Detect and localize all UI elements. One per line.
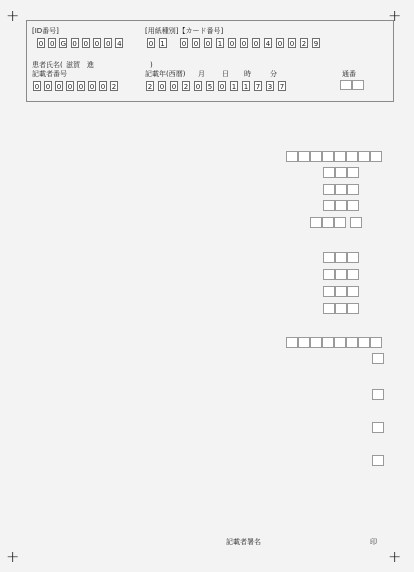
digit-cell[interactable]: 0 (159, 83, 165, 91)
registration-mark-top-right: + (388, 6, 402, 25)
date-entry-box[interactable] (298, 337, 310, 348)
day-label: 日 (222, 70, 229, 78)
digit-cell[interactable]: 4 (265, 40, 271, 48)
digit-cell[interactable]: 9 (313, 40, 319, 48)
digit-cell[interactable]: 0 (148, 40, 154, 48)
value-entry-box[interactable] (323, 269, 335, 280)
digit-cell[interactable]: 2 (147, 83, 153, 91)
value-entry-box[interactable] (323, 303, 335, 314)
digit-cell[interactable]: 0 (83, 40, 89, 48)
digit-cell[interactable]: 0 (219, 83, 225, 91)
digit-cell[interactable]: 1 (217, 40, 223, 48)
digit-cell[interactable]: 0 (241, 40, 247, 48)
registration-mark-bottom-right: + (388, 547, 402, 566)
value-entry-box[interactable] (347, 303, 359, 314)
value-entry-box[interactable] (335, 167, 347, 178)
digit-cell[interactable]: 3 (267, 83, 273, 91)
id-number-label: [ID番号] (32, 27, 59, 35)
option-checkbox[interactable] (372, 455, 384, 466)
digit-cell[interactable]: 1 (231, 83, 237, 91)
serial-label: 通番 (342, 70, 356, 78)
digit-cell[interactable]: 1 (243, 83, 249, 91)
registration-mark-top-left: + (6, 6, 20, 25)
month-label: 月 (198, 70, 205, 78)
recorder-number-label: 記載者番号 (32, 70, 67, 78)
digit-cell[interactable]: 0 (105, 40, 111, 48)
digit-cell[interactable]: 0 (171, 83, 177, 91)
serial-box-1[interactable] (340, 80, 352, 90)
digit-cell[interactable]: 7 (255, 83, 261, 91)
digit-cell[interactable]: 0 (72, 40, 77, 48)
date-entry-box[interactable] (322, 337, 334, 348)
registration-mark-bottom-left: + (6, 547, 20, 566)
value-entry-box[interactable] (347, 286, 359, 297)
digit-cell[interactable]: 0 (277, 40, 283, 48)
patient-name-close: ) (150, 61, 153, 69)
signature-label: 記載者署名 (226, 538, 261, 546)
digit-cell[interactable]: 0 (100, 83, 106, 91)
date-label: 記載年(西暦) (145, 70, 186, 78)
value-entry-box[interactable] (347, 184, 359, 195)
date-entry-box[interactable] (358, 337, 370, 348)
digit-cell[interactable]: 0 (34, 83, 40, 91)
digit-cell[interactable]: 0 (253, 40, 259, 48)
value-entry-box[interactable] (323, 286, 335, 297)
date-entry-box[interactable] (346, 337, 358, 348)
temperature-entry-box[interactable] (310, 217, 322, 228)
date-entry-box[interactable] (298, 151, 310, 162)
hour-label: 時 (244, 70, 251, 78)
value-entry-box[interactable] (335, 286, 347, 297)
digit-cell[interactable]: 2 (111, 83, 117, 91)
value-entry-box[interactable] (347, 200, 359, 211)
value-entry-box[interactable] (323, 200, 335, 211)
temperature-entry-box[interactable] (334, 217, 346, 228)
option-checkbox[interactable] (372, 353, 384, 364)
temperature-decimal-box[interactable] (350, 217, 362, 228)
form-card-label: [用紙種別]【カード番号] (145, 27, 224, 35)
digit-cell[interactable]: 0 (195, 83, 201, 91)
value-entry-box[interactable] (347, 252, 359, 263)
patient-name-value: 滋賀 進 (66, 61, 94, 69)
digit-cell[interactable]: 0 (205, 40, 211, 48)
date-entry-box[interactable] (370, 151, 382, 162)
digit-cell[interactable]: G (60, 40, 67, 48)
digit-cell[interactable]: 0 (193, 40, 199, 48)
digit-cell[interactable]: 7 (279, 83, 285, 91)
date-entry-box[interactable] (334, 151, 346, 162)
date-entry-box[interactable] (358, 151, 370, 162)
digit-cell[interactable]: 0 (289, 40, 295, 48)
value-entry-box[interactable] (335, 252, 347, 263)
digit-cell[interactable]: 0 (38, 40, 44, 48)
digit-cell[interactable]: 0 (89, 83, 95, 91)
digit-cell[interactable]: 1 (160, 40, 165, 48)
minute-label: 分 (270, 70, 277, 78)
date-entry-box[interactable] (286, 337, 298, 348)
value-entry-box[interactable] (323, 252, 335, 263)
value-entry-box[interactable] (347, 167, 359, 178)
option-checkbox[interactable] (372, 389, 384, 400)
value-entry-box[interactable] (335, 200, 347, 211)
date-entry-box[interactable] (286, 151, 298, 162)
digit-cell[interactable]: 2 (301, 40, 307, 48)
date-entry-box[interactable] (334, 337, 346, 348)
value-entry-box[interactable] (323, 167, 335, 178)
option-checkbox[interactable] (372, 422, 384, 433)
date-entry-box[interactable] (310, 151, 322, 162)
temperature-entry-box[interactable] (322, 217, 334, 228)
date-entry-box[interactable] (322, 151, 334, 162)
digit-cell[interactable]: 5 (207, 83, 213, 91)
date-entry-box[interactable] (310, 337, 322, 348)
date-entry-box[interactable] (346, 151, 358, 162)
digit-cell[interactable]: 0 (181, 40, 187, 48)
digit-cell[interactable]: 0 (45, 83, 51, 91)
seal-label: 印 (370, 538, 377, 546)
digit-cell[interactable]: 0 (94, 40, 100, 48)
value-entry-box[interactable] (335, 303, 347, 314)
value-entry-box[interactable] (335, 269, 347, 280)
digit-cell[interactable]: 0 (229, 40, 235, 48)
value-entry-box[interactable] (347, 269, 359, 280)
digit-cell[interactable]: 4 (117, 40, 122, 48)
value-entry-box[interactable] (335, 184, 347, 195)
digit-cell[interactable]: 0 (56, 83, 62, 91)
serial-box-2[interactable] (352, 80, 364, 90)
date-entry-box[interactable] (370, 337, 382, 348)
digit-cell[interactable]: 0 (67, 83, 73, 91)
patient-name-label: 患者氏名( (32, 61, 63, 69)
digit-cell[interactable]: 0 (78, 83, 84, 91)
value-entry-box[interactable] (323, 184, 335, 195)
digit-cell[interactable]: 0 (49, 40, 55, 48)
digit-cell[interactable]: 2 (183, 83, 189, 91)
